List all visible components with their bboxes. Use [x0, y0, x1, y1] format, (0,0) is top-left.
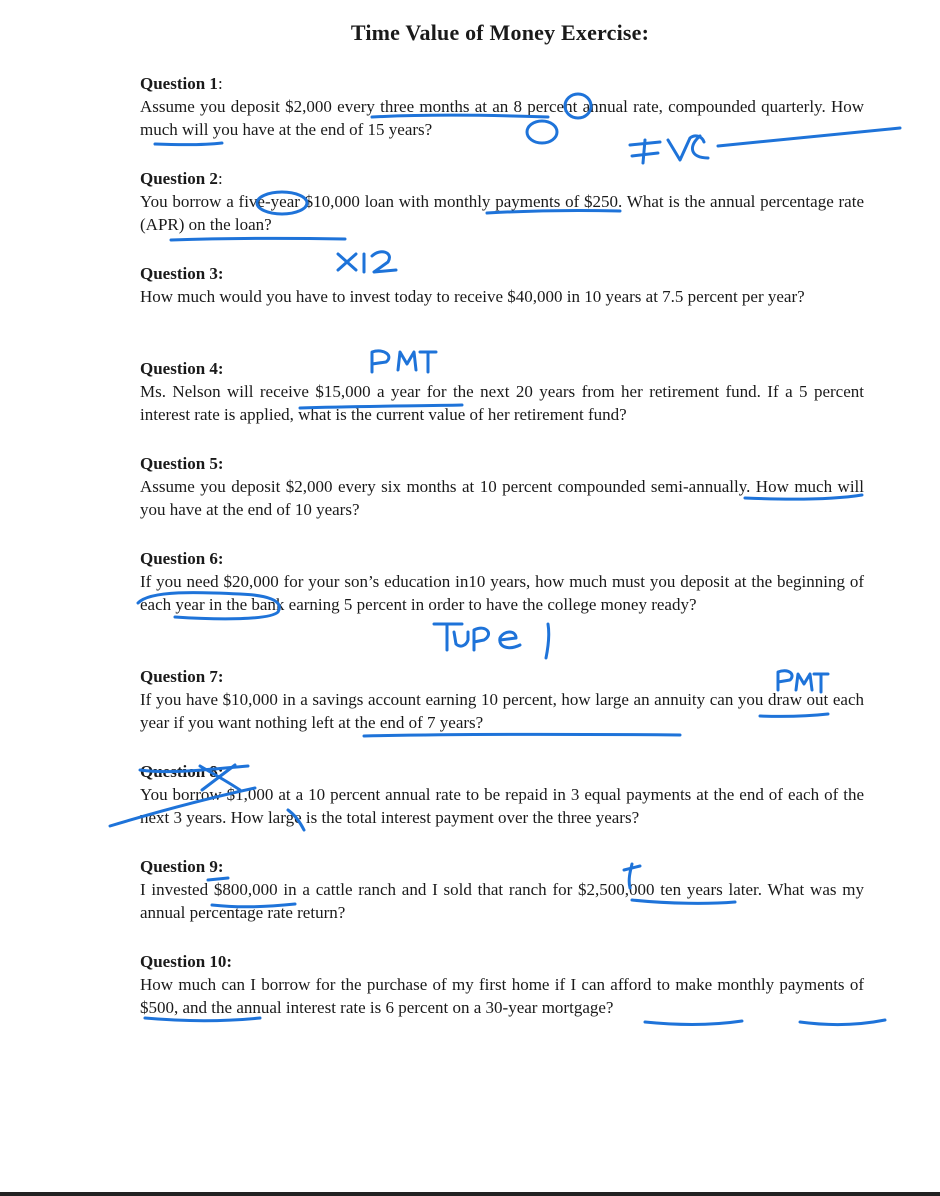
question-5	[140, 452, 864, 521]
question-2	[140, 167, 864, 236]
question-text: Ms. Nelson will receive $15,000 a year for the next 20 years from her retirement fund. If a 5 percent interest rate is applied, what is the current value of her retirement fund?	[140, 382, 864, 424]
question-heading: Question 8:	[140, 762, 224, 781]
question-heading: Question 2:	[140, 169, 223, 188]
question-heading: Question 9:	[140, 857, 224, 876]
question-text: I invested $800,000 in a cattle ranch and I sold that ranch for $2,500,000 ten years later. What was my annual percentage rate return?	[140, 880, 864, 922]
type-y	[454, 632, 468, 646]
underline-want-nothing-left	[364, 734, 680, 736]
question-text: You borrow a five-year $10,000 loan with monthly payments of $250. What is the annual percentage rate (APR) on the loan?	[140, 192, 864, 234]
question-heading: Question 3:	[140, 264, 224, 283]
fv-letter-f	[630, 140, 660, 163]
question-3	[140, 262, 864, 308]
question-text: If you have $10,000 in a savings account earning 10 percent, how large an annuity can you draw out each year if you want nothing left at the end of 7 years?	[140, 690, 864, 732]
question-9	[140, 855, 864, 924]
underline-quarterly	[155, 143, 222, 145]
question-heading: Question 7:	[140, 667, 224, 686]
question-text: Assume you deposit $2,000 every three months at an 8 percent annual rate, compounded quarterly. How much will you have at the end of 15 years?	[140, 97, 864, 139]
question-text: How much can I borrow for the purchase of my first home if I can afford to make monthly payments of $500, and the annual interest rate is 6 percent on a 30-year mortgage?	[140, 975, 864, 1017]
question-text: Assume you deposit $2,000 every six months at 10 percent compounded semi-annually. How much will you have at the end of 10 years?	[140, 477, 864, 519]
page-title: Time Value of Money Exercise:	[350, 20, 650, 45]
question-1	[140, 72, 864, 141]
question-4	[140, 357, 864, 426]
underline-apr	[171, 238, 345, 240]
underline-30-year	[800, 1020, 885, 1024]
question-heading: Question 1:	[140, 74, 223, 93]
question-7	[140, 665, 864, 734]
question-10	[140, 950, 864, 1019]
bottom-border	[0, 1192, 940, 1196]
question-text: How much would you have to invest today to receive $40,000 in 10 years at 7.5 percent per year?	[140, 287, 805, 306]
type-e	[500, 632, 520, 648]
type-t	[434, 624, 462, 650]
question-heading: Question 10:	[140, 952, 233, 971]
question-heading: Question 6:	[140, 549, 224, 568]
type-p	[474, 628, 489, 650]
question-text: You borrow $1,000 at a 10 percent annual rate to be repaid in 3 equal payments at the end of each of the next 3 years. How large is the total interest payment over the three years?	[140, 785, 864, 827]
question-text: If you need $20,000 for your son’s education in10 years, how much must you deposit at the beginning of each year in the bank earning 5 percent in order to have the college money ready?	[140, 572, 864, 614]
type-1	[546, 624, 549, 658]
question-heading: Question 4:	[140, 359, 224, 378]
question-heading: Question 5:	[140, 454, 224, 473]
question-8	[140, 760, 864, 829]
question-6	[140, 547, 864, 616]
underline-6-percent	[645, 1021, 742, 1025]
